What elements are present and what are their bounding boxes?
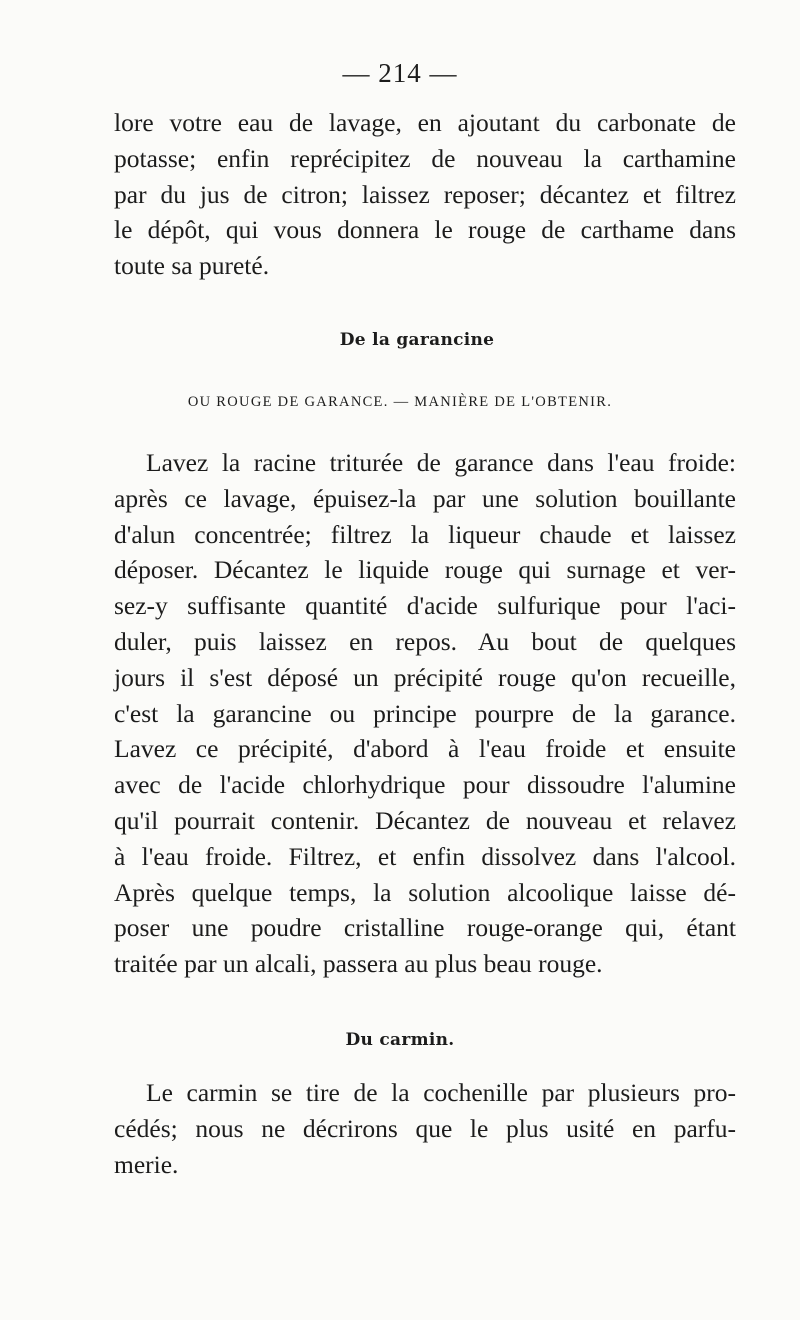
text-line: à l'eau froide. Filtrez, et enfin dissolvez dans l'alcool. xyxy=(114,841,736,871)
text-line: cédés; nous ne décrirons que le plus usité en parfu- xyxy=(114,1113,736,1143)
text-line: potasse; enfin reprécipitez de nouveau la carthamine xyxy=(114,143,736,173)
text-line: Le carmin se tire de la cochenille par plusieurs pro- xyxy=(146,1078,736,1107)
section-heading-carmin: Du carmin. xyxy=(345,1030,455,1050)
intro-paragraph xyxy=(114,105,736,284)
text-line: sez-y suffisante quantité d'acide sulfurique pour l'aci- xyxy=(114,591,736,621)
text-line: par du jus de citron; laissez reposer; décantez et filtrez xyxy=(114,179,736,209)
text-line: avec de l'acide chlorhydrique pour dissoudre l'alumine xyxy=(114,770,736,800)
text-line: duler, puis laissez en repos. Au bout de quelques xyxy=(114,626,736,656)
text-line: d'alun concentrée; filtrez la liqueur chaude et laissez xyxy=(114,519,736,549)
garancine-paragraph xyxy=(114,445,736,982)
text-line: Après quelque temps, la solution alcoolique laisse dé- xyxy=(114,877,736,907)
text-line: lore votre eau de lavage, en ajoutant du carbonate de xyxy=(114,108,736,137)
carmin-paragraph xyxy=(114,1075,736,1182)
text-line: Lavez ce précipité, d'abord à l'eau froide et ensuite xyxy=(114,734,736,764)
text-line: qu'il pourrait contenir. Décantez de nouveau et relavez xyxy=(114,805,736,835)
text-line: poser une poudre cristalline rouge-orange qui, étant xyxy=(114,913,736,943)
section-subheading-garancine: OU ROUGE DE GARANCE. — MANIÈRE DE L'OBTENIR. xyxy=(187,394,613,410)
page-number: — 214 — xyxy=(342,58,458,88)
text-line: jours il s'est déposé un précipité rouge qu'on recueille, xyxy=(114,662,736,692)
text-line: après ce lavage, épuisez-la par une solution bouillante xyxy=(114,483,736,513)
text-line: traitée par un alcali, passera au plus beau rouge. xyxy=(114,949,603,979)
text-line: c'est la garancine ou principe pourpre de la garance. xyxy=(114,698,736,728)
text-line: merie. xyxy=(114,1149,179,1179)
text-line: déposer. Décantez le liquide rouge qui surnage et ver- xyxy=(114,555,736,585)
section-heading-garancine: De la garancine xyxy=(339,330,495,350)
text-line: Lavez la racine triturée de garance dans l'eau froide: xyxy=(146,448,736,477)
text-line: le dépôt, qui vous donnera le rouge de carthame dans xyxy=(114,215,736,245)
text-line: toute sa pureté. xyxy=(114,251,270,281)
